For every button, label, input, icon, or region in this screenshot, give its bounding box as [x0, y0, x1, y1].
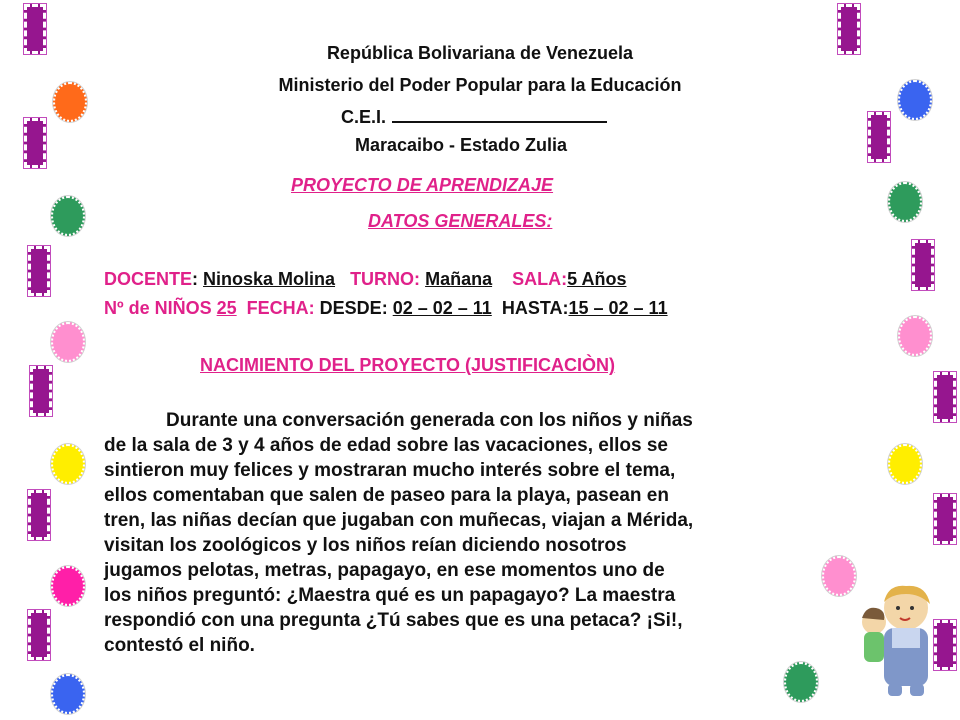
header-cei-label: C.E.I. [341, 107, 387, 127]
docente-colon: : [192, 269, 204, 289]
desde-label: DESDE: [319, 298, 388, 318]
ninos-value: 25 [216, 298, 237, 318]
hasta-value: 15 – 02 – 11 [568, 298, 668, 318]
header-republica: República Bolivariana de Venezuela [326, 43, 634, 63]
cei-blank-line [392, 105, 607, 123]
right-bar-5 [934, 494, 956, 544]
para-line-3: sintieron muy felices y mostraran mucho interés sobre el tema, [104, 460, 676, 481]
datos-line-2 [104, 297, 668, 319]
right-dot-yellow [888, 444, 922, 484]
right-dot-green-2 [784, 662, 818, 702]
turno-value: Mañana [425, 269, 493, 289]
ninos-label: Nº de NIÑOS [104, 298, 212, 318]
para-line-9: respondió con una pregunta ¿Tú sabes que es una petaca? ¡Si!, [104, 610, 683, 631]
left-dot-yellow [51, 444, 85, 484]
para-line-2: de la sala de 3 y 4 años de edad sobre las vacaciones, ellos se [104, 435, 668, 456]
header-maracaibo: Maracaibo - Estado Zulia [355, 135, 568, 155]
para-line-10: contestó el niño. [104, 635, 255, 656]
hasta-label: HASTA: [501, 298, 569, 318]
turno-label: TURNO: [350, 269, 421, 289]
para-line-6: visitan los zoológicos y los niños reían diciendo nosotros [104, 535, 627, 556]
para-line-5: tren, las niñas decían que jugaban con muñecas, viajan a Mérida, [104, 510, 694, 531]
left-bar-4 [30, 366, 52, 416]
left-bar-2 [24, 118, 46, 168]
left-dot-magenta [51, 566, 85, 606]
right-bar-4 [934, 372, 956, 422]
sala-label: SALA: [512, 269, 568, 289]
header-cei [341, 105, 607, 128]
title-nacimiento: NACIMIENTO DEL PROYECTO (JUSTIFICACIÒN) [200, 355, 616, 375]
fecha-label: FECHA: [246, 298, 315, 318]
title-datos-generales: DATOS GENERALES: [368, 211, 553, 231]
right-dot-green [888, 182, 922, 222]
left-bar-3 [28, 246, 50, 296]
para-line-4: ellos comentaban que salen de paseo para la playa, pasean en [104, 485, 669, 506]
right-bar-2 [868, 112, 890, 162]
right-dot-pink [898, 316, 932, 356]
title-proyecto: PROYECTO DE APRENDIZAJE [291, 175, 554, 195]
left-dot-blue [51, 674, 85, 714]
docente-value: Ninoska Molina [203, 269, 336, 289]
desde-value: 02 – 02 – 11 [392, 298, 492, 318]
docente-label: DOCENTE [104, 269, 193, 289]
left-dot-pink [51, 322, 85, 362]
left-dot-green [51, 196, 85, 236]
left-bar-5 [28, 490, 50, 540]
sala-value: 5 Años [567, 269, 627, 289]
para-line-8: los niños preguntó: ¿Maestra qué es un papagayo? La maestra [104, 585, 676, 606]
left-bar-6 [28, 610, 50, 660]
right-bar-3 [912, 240, 934, 290]
para-line-1: Durante una conversación generada con los niños y niñas [166, 410, 693, 431]
justificacion-paragraph [104, 408, 864, 658]
para-line-7: jugamos pelotas, metras, papagayo, en ese momentos uno de [104, 560, 665, 581]
datos-line-1 [104, 268, 626, 290]
header-ministerio: Ministerio del Poder Popular para la Educación [278, 75, 682, 95]
